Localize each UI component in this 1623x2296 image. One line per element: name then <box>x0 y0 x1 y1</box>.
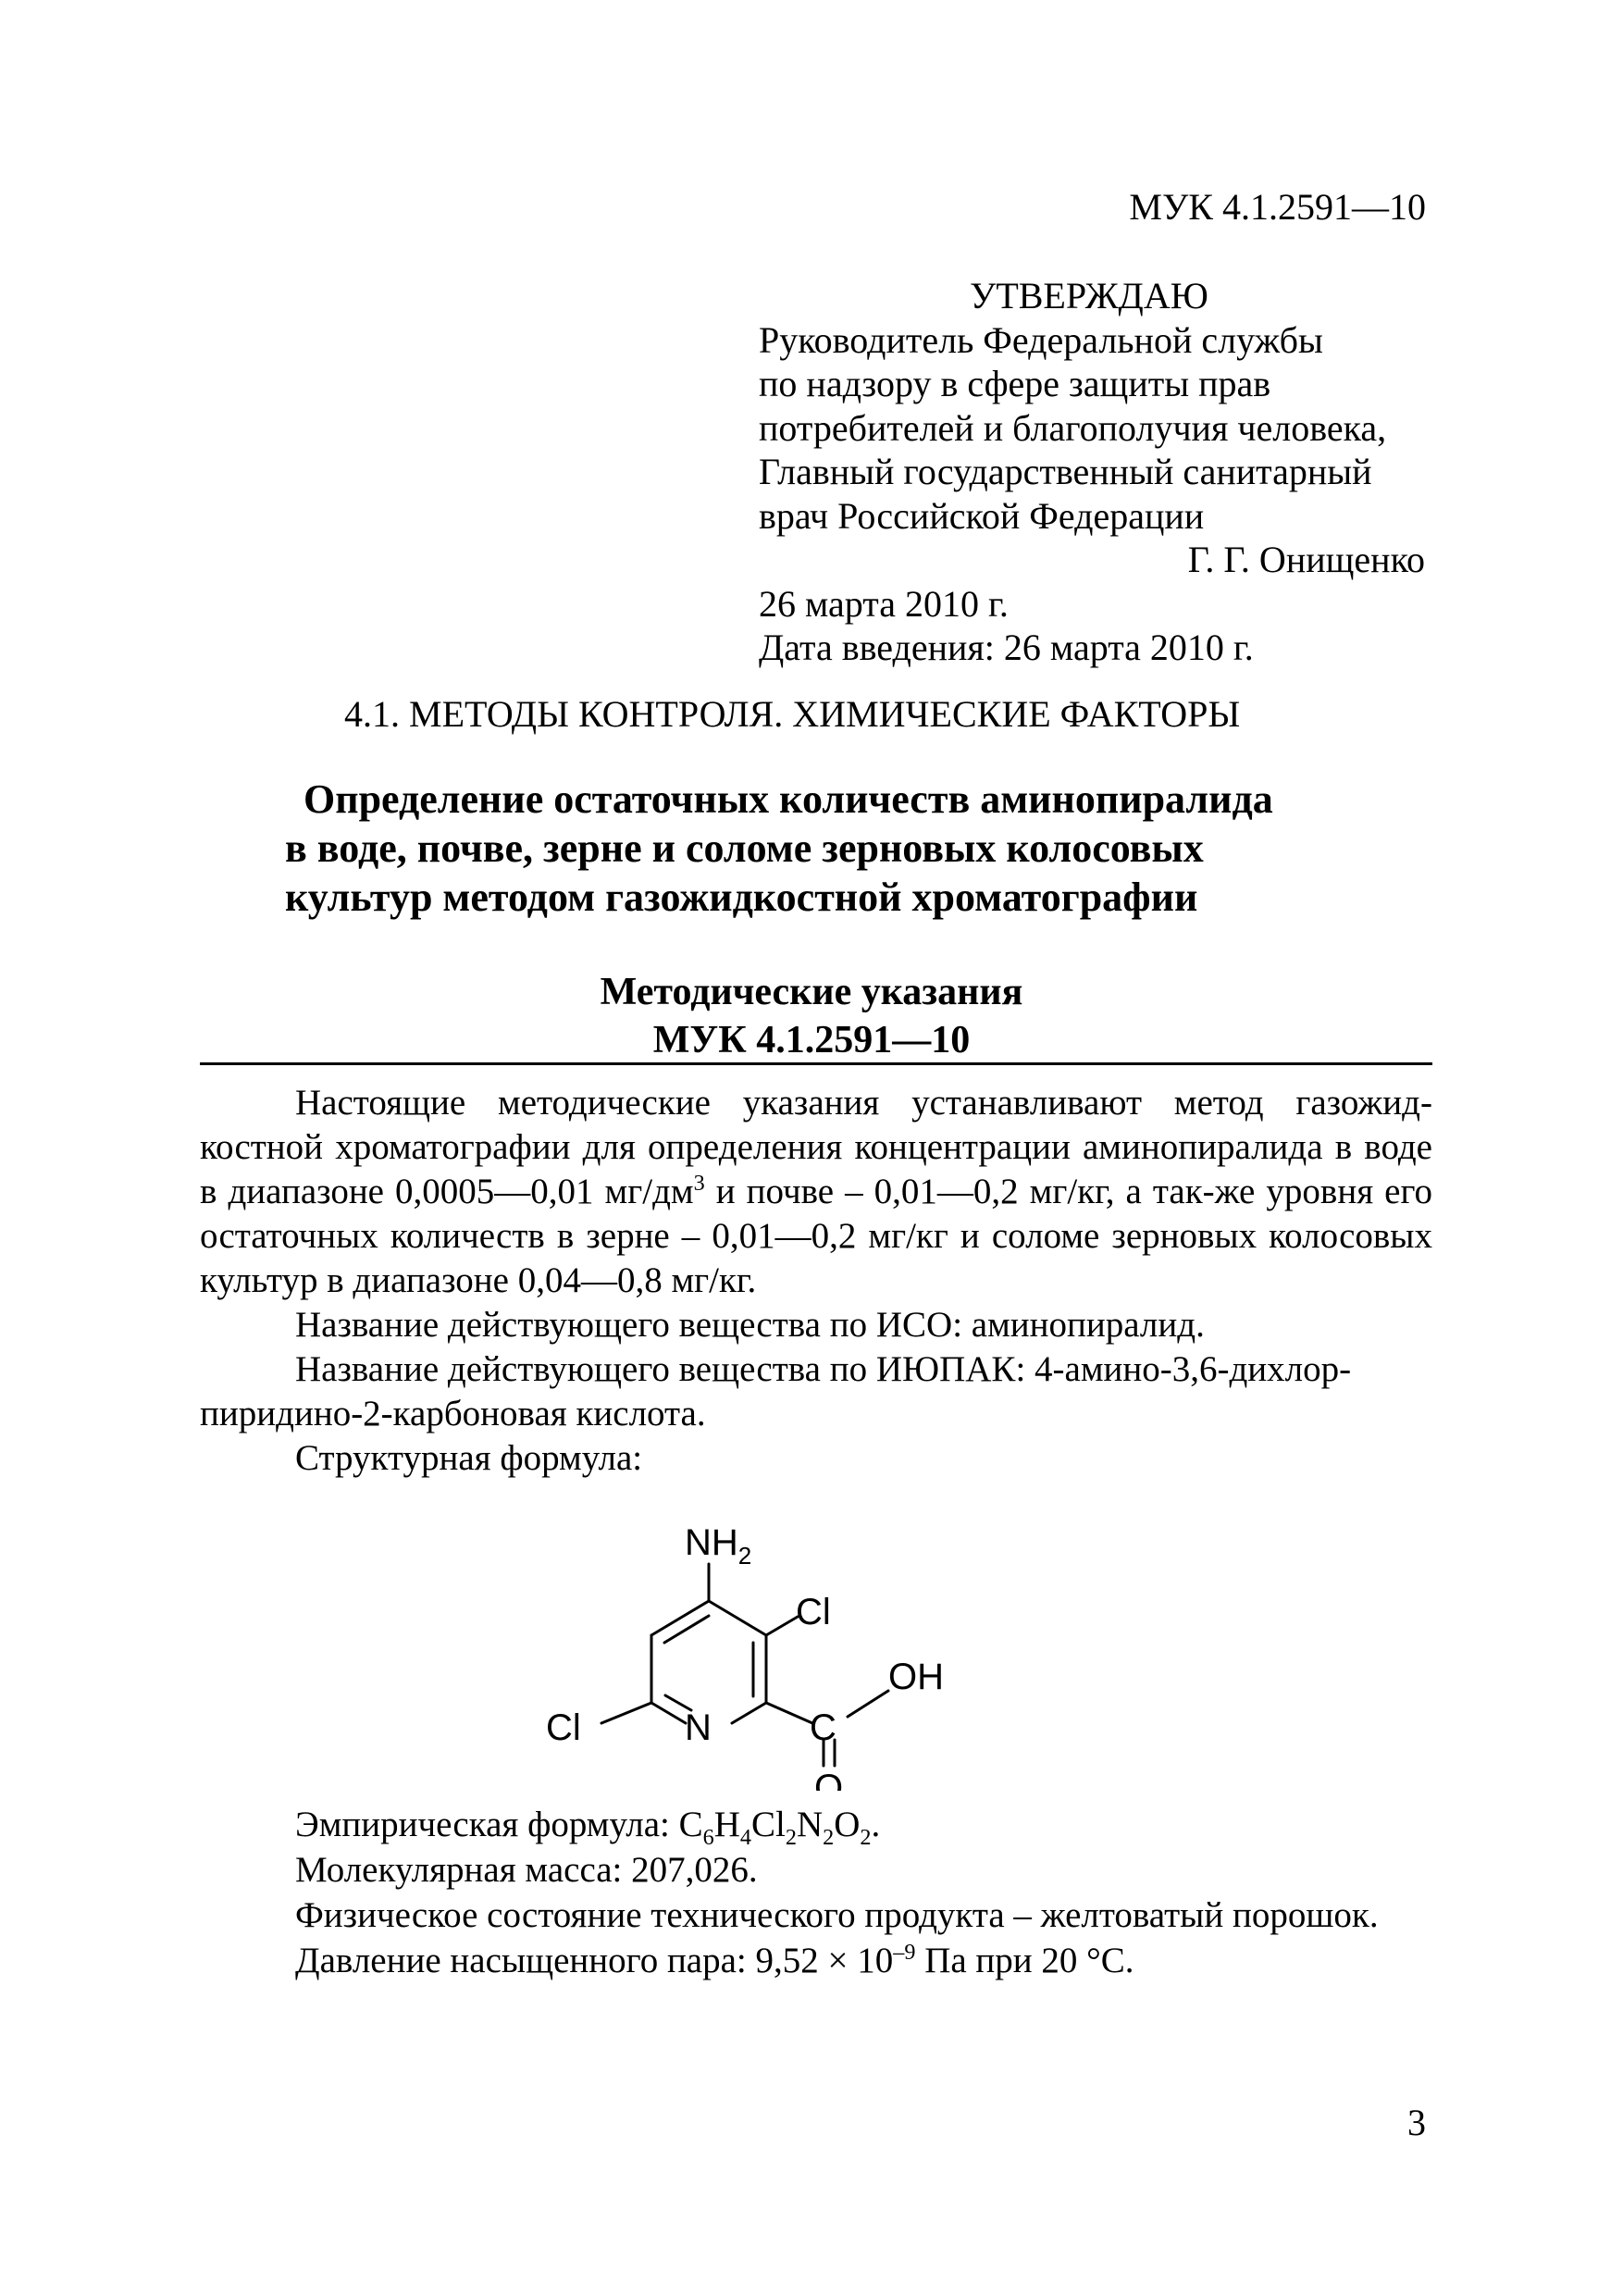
nh2-label: $NH_2$ <box>685 1522 752 1570</box>
section-title: 4.1. МЕТОДЫ КОНТРОЛЯ. ХИМИЧЕСКИЕ ФАКТОРЫ <box>344 693 1241 735</box>
page-number: 3 <box>1407 2102 1426 2143</box>
bond-c5-c4-double <box>664 1616 709 1643</box>
approval-date: 26 марта 2010 г. <box>759 582 1009 625</box>
bond-n-c6 <box>651 1703 686 1723</box>
iso-name-paragraph: Название действующего вещества по ИСО: аминопиралид. <box>295 1305 1205 1345</box>
approval-title: УТВЕРЖДАЮ <box>970 275 1208 316</box>
intro-text <box>200 1081 1432 1481</box>
approval-line: Руководитель Федеральной службы <box>759 318 1323 361</box>
subtitle-code: МУК 4.1.2591—10 <box>652 1019 971 1061</box>
document-title <box>285 775 1395 922</box>
title-divider <box>200 1062 1432 1065</box>
bond-c2-carboxyl <box>766 1703 812 1723</box>
approval-line: потребителей и благополучия человека, <box>759 406 1387 449</box>
iupac-name-continued: пиридино-2-карбоновая кислота. <box>200 1394 706 1433</box>
chlorine-label: Cl <box>546 1707 581 1748</box>
oxygen-label: O <box>814 1768 844 1791</box>
carbon-label: C <box>810 1707 836 1748</box>
physical-state: Физическое состояние технического продукта – желтоватый порошок. <box>295 1895 1379 1935</box>
bond-c5-c4 <box>651 1601 709 1635</box>
empirical-formula: Эмпирическая формула: $C_6H_4Cl_2N_2O_2$. <box>295 1805 881 1850</box>
approval-signer: Г. Г. Онищенко <box>1187 539 1425 580</box>
structural-formula-drawing <box>518 1485 1036 1791</box>
chlorine-label: Cl <box>796 1592 831 1632</box>
scope-paragraph: Настоящие методические указания устанавливают метод газожид-костной хроматографии для определения концентрации аминопиралида в воде в диапазоне 0,0005—0,01 $мг/дм^3$ и почве – 0,01—0,2 мг/кг, а так-же уровня его остаточных количеств в зерне – 0,01—0,2 мг/кг и соломе зерновых колосовых культур в диапазоне 0,04—0,8 мг/кг. <box>200 1083 1432 1300</box>
document-subtitle <box>0 968 1623 1064</box>
bond-c-oh <box>848 1691 888 1717</box>
structure-label: Структурная формула: <box>295 1438 643 1478</box>
nitrogen-label: N <box>685 1707 712 1748</box>
bond-c3-cl <box>766 1617 798 1635</box>
approval-block <box>759 274 1434 670</box>
title-line: в воде, почве, зерне и соломе зерновых колосовых <box>285 825 1204 871</box>
bond-c2-n <box>732 1703 766 1723</box>
approval-line: врач Российской Федерации <box>759 494 1205 537</box>
structural-formula <box>518 1485 1036 1791</box>
document-code: МУК 4.1.2591—10 <box>1129 186 1426 228</box>
approval-line: по надзору в сфере защиты прав <box>759 363 1271 404</box>
iupac-name-paragraph: Название действующего вещества по ИЮПАК: 4-амино-3,6-дихлор- <box>295 1349 1352 1389</box>
title-line: культур методом газожидкостной хроматографии <box>285 875 1198 920</box>
title-line: Определение остаточных количеств аминопиралида <box>304 776 1273 822</box>
approval-line: Главный государственный санитарный <box>759 451 1372 492</box>
bond-c4-c3 <box>709 1601 766 1635</box>
subtitle-type: Методические указания <box>600 971 1023 1013</box>
substance-properties <box>295 1802 1379 1983</box>
hydroxyl-label: OH <box>888 1657 944 1697</box>
introduction-date: Дата введения: 26 марта 2010 г. <box>759 627 1254 668</box>
molecular-mass: Молекулярная масса: 207,026. <box>295 1850 758 1890</box>
vapor-pressure: Давление насыщенного пара: $9,52 \times 10^{-9}$ Па при 20 °С. <box>295 1940 1134 1980</box>
bond-c6-cl <box>601 1703 651 1723</box>
